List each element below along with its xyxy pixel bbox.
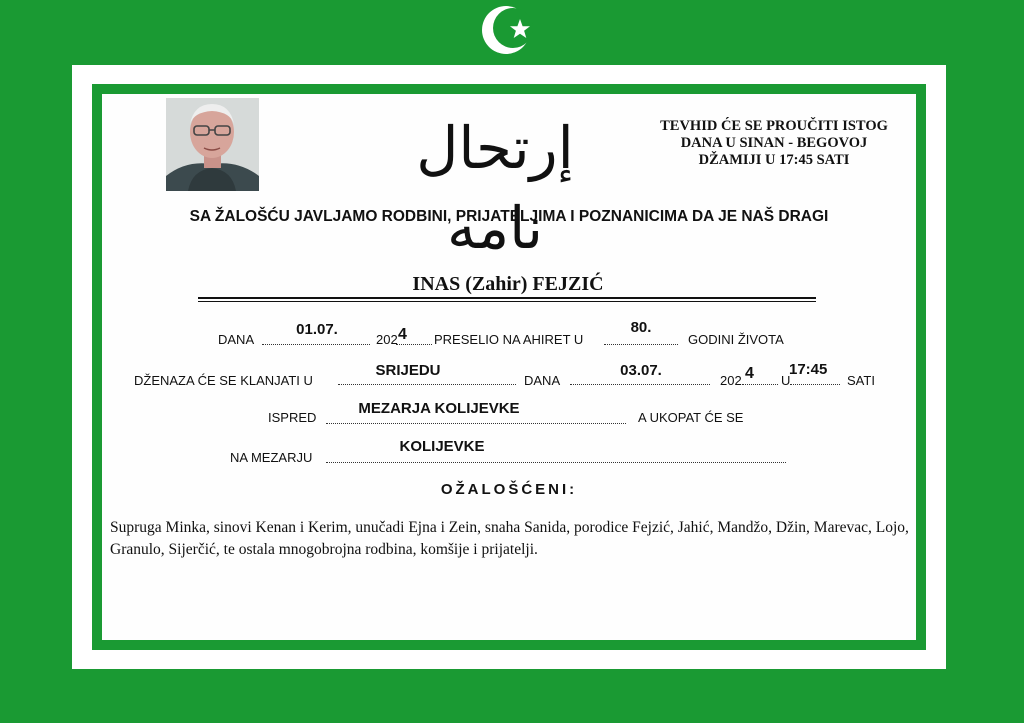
u-label: U — [781, 373, 791, 388]
death-date: 01.07. — [296, 321, 338, 338]
arabic-title: إرتحال نامه — [416, 114, 574, 262]
mourners-text: Supruga Minka, sinovi Kenan i Kerim, unučadi Ejna i Zein, snaha Sanida, porodice Fejzić, Jahić, Mandžo, Džin, Marevac, Lojo, Granulo, Sijerčić, te ostala mnogobrojna rodbina, komšije i prijatelji. — [110, 519, 909, 558]
dotted-line — [790, 384, 840, 385]
announcement-text: SA ŽALOŠĆU JAVLJAMO RODBINI, PRIJATELJIMA I POZNANICIMA DA JE NAŠ DRAGI — [189, 208, 829, 225]
dotted-line — [396, 344, 432, 345]
sati-label: SATI — [847, 373, 875, 388]
name-underline — [198, 297, 816, 299]
tevhid-line-3: DŽAMIJI U 17:45 SATI — [698, 152, 850, 168]
funeral-day: SRIJEDU — [375, 362, 441, 379]
mourners-title: OŽALOŠĆENI: — [440, 481, 578, 498]
ispred-label: ISPRED — [268, 410, 317, 425]
deceased-name: INAS (Zahir) FEJZIĆ — [412, 273, 604, 295]
year-prefix-2: 202 — [720, 373, 742, 388]
tevhid-notice — [630, 118, 918, 169]
dotted-line — [570, 384, 710, 385]
crescent-star-icon — [480, 2, 536, 58]
dana-label-2: DANA — [524, 373, 561, 388]
dotted-line — [326, 423, 626, 424]
dana-label: DANA — [218, 332, 255, 347]
dotted-line — [326, 462, 786, 463]
dotted-line — [742, 384, 778, 385]
cemetery-name: KOLIJEVKE — [399, 438, 485, 455]
funeral-date: 03.07. — [620, 362, 662, 379]
mezarju-label: NA MEZARJU — [230, 450, 313, 465]
year-suffix-2: 4 — [745, 365, 754, 382]
dotted-line — [338, 384, 516, 385]
name-underline-thin — [198, 301, 816, 302]
dotted-line — [604, 344, 678, 345]
dzenaza-label: DŽENAZA ĆE SE KLANJATI U — [134, 373, 313, 388]
age-value: 80. — [630, 319, 652, 336]
godini-label: GODINI ŽIVOTA — [688, 332, 784, 347]
tevhid-line-2: DANA U SINAN - BEGOVOJ — [680, 135, 868, 151]
dotted-line — [262, 344, 370, 345]
year-suffix: 4 — [398, 326, 407, 343]
deceased-photo — [166, 98, 259, 191]
year-prefix: 202 — [376, 332, 398, 347]
mosque-place: MEZARJA KOLIJEVKE — [358, 400, 520, 417]
ukopat-label: A UKOPAT ĆE SE — [638, 410, 744, 425]
funeral-time: 17:45 — [789, 361, 828, 378]
tevhid-line-1: TEVHID ĆE SE PROUČITI ISTOG — [660, 118, 888, 134]
preselio-label: PRESELIO NA AHIRET U — [434, 332, 584, 347]
